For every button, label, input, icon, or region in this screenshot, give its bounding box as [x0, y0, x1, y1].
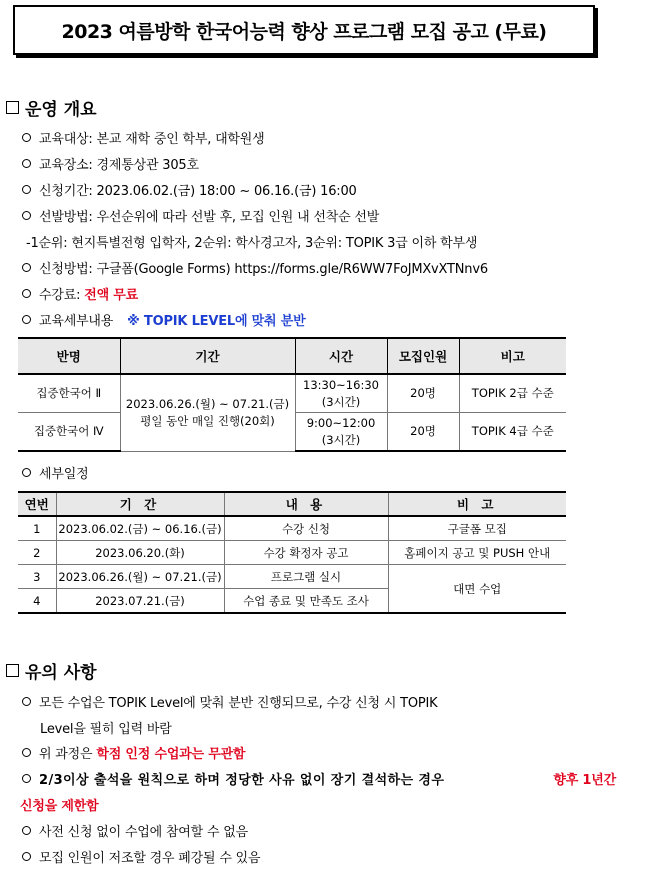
circle-bullet-icon: [22, 748, 31, 757]
circle-bullet-icon: [22, 263, 31, 272]
schedule-note: 대면 수업: [388, 565, 566, 614]
notes-item-1-cont: Level을 필히 입력 바람: [40, 722, 172, 737]
class-period: 2023.06.26.(월) ~ 07.21.(금) 평일 동안 매일 진행(20회): [120, 374, 295, 451]
notes-item-4: 사전 신청 없이 수업에 참여할 수 없음: [22, 821, 248, 840]
class-count: 20명: [387, 374, 459, 413]
class-table-header: 기간: [120, 338, 295, 374]
notes-item-3-cont: 신청을 제한함: [20, 799, 99, 814]
class-note: TOPIK 4급 수준: [459, 413, 566, 452]
schedule-table-header: 연번: [18, 492, 56, 516]
overview-item-fee: 수강료: 전액 무료: [22, 284, 138, 303]
schedule-content: 수업 종료 및 만족도 조사: [224, 589, 388, 614]
overview-item-selection: 선발방법: 우선순위에 따라 선발 후, 모집 인원 내 선착순 선발: [22, 206, 379, 225]
circle-bullet-icon: [22, 289, 31, 298]
notes-item-3: 2/3이상 출석을 원칙으로 하며 정당한 사유 없이 장기 결석하는 경우 향후 1년간: [22, 769, 616, 788]
schedule-table-header: 기 간: [56, 492, 224, 516]
checkbox-square-icon: [6, 101, 19, 114]
class-time: 9:00~12:00 (3시간): [295, 413, 387, 452]
circle-bullet-icon: [22, 185, 31, 194]
schedule-period: 2023.07.21.(금): [56, 589, 224, 614]
section-notes-title: 유의 사항: [25, 663, 97, 683]
class-name: 집중한국어 Ⅱ: [18, 374, 120, 413]
class-table-header: 비고: [459, 338, 566, 374]
schedule-content: 프로그램 실시: [224, 565, 388, 589]
notes-item-1: 모든 수업은 TOPIK Level에 맞춰 분반 진행되므로, 수강 신청 시 TOPIK: [22, 692, 437, 711]
circle-bullet-icon: [22, 774, 31, 783]
class-table-header: 모집인원: [387, 338, 459, 374]
fee-value: 전액 무료: [84, 288, 139, 303]
circle-bullet-icon: [22, 211, 31, 220]
schedule-content: 수강 확정자 공고: [224, 541, 388, 565]
priority-note: -1순위: 현지특별전형 입학자, 2순위: 학사경고자, 3순위: TOPIK 3급 이하 학부생: [26, 236, 478, 251]
schedule-period: 2023.06.26.(월) ~ 07.21.(금): [56, 565, 224, 589]
schedule-note: 홈페이지 공고 및 PUSH 안내: [388, 541, 566, 565]
schedule-label: 세부일정: [22, 463, 88, 482]
table-row: [18, 565, 566, 589]
table-row: [18, 374, 566, 413]
class-count: 20명: [387, 413, 459, 452]
circle-bullet-icon: [22, 159, 31, 168]
section-notes-heading: [6, 658, 97, 683]
overview-item-target: 교육대상: 본교 재학 중인 학부, 대학원생: [22, 128, 265, 147]
notice-title: 2023 여름방학 한국어능력 향상 프로그램 모집 공고 (무료): [13, 5, 595, 55]
circle-bullet-icon: [22, 852, 31, 861]
schedule-table-header: 비 고: [388, 492, 566, 516]
class-time: 13:30~16:30 (3시간): [295, 374, 387, 413]
table-row: [18, 541, 566, 565]
section-overview-title: 운영 개요: [25, 100, 97, 120]
detail-note: ※ TOPIK LEVEL에 맞춰 분반: [127, 314, 306, 329]
circle-bullet-icon: [22, 133, 31, 142]
checkbox-square-icon: [6, 664, 19, 677]
schedule-no: 4: [18, 589, 56, 614]
circle-bullet-icon: [22, 315, 31, 324]
schedule-period: 2023.06.20.(화): [56, 541, 224, 565]
schedule-period: 2023.06.02.(금) ~ 06.16.(금): [56, 516, 224, 541]
schedule-content: 수강 신청: [224, 516, 388, 541]
overview-item-period: 신청기간: 2023.06.02.(금) 18:00 ~ 06.16.(금) 16:00: [22, 180, 357, 199]
schedule-table-header: 내 용: [224, 492, 388, 516]
table-row: [18, 516, 566, 541]
circle-bullet-icon: [22, 468, 31, 477]
class-name: 집중한국어 Ⅳ: [18, 413, 120, 452]
class-table: [18, 337, 566, 452]
notes-item-2: 위 과정은 학점 인정 수업과는 무관함: [22, 743, 245, 762]
schedule-table: [18, 491, 566, 614]
schedule-no: 2: [18, 541, 56, 565]
class-table-header: 시간: [295, 338, 387, 374]
class-note: TOPIK 2급 수준: [459, 374, 566, 413]
circle-bullet-icon: [22, 826, 31, 835]
section-overview-heading: [6, 95, 97, 120]
circle-bullet-icon: [22, 697, 31, 706]
class-table-header: 반명: [18, 338, 120, 374]
schedule-note: 구글폼 모집: [388, 516, 566, 541]
overview-item-apply-method: 신청방법: 구글폼(Google Forms) https://forms.gle/R6WW7FoJMXvXTNnv6: [22, 258, 488, 277]
overview-item-location: 교육장소: 경제통상관 305호: [22, 154, 199, 173]
schedule-no: 3: [18, 565, 56, 589]
notes-item-5: 모집 인원이 저조할 경우 폐강될 수 있음: [22, 847, 260, 866]
overview-item-detail: 교육세부내용 ※ TOPIK LEVEL에 맞춰 분반: [22, 310, 305, 329]
schedule-no: 1: [18, 516, 56, 541]
